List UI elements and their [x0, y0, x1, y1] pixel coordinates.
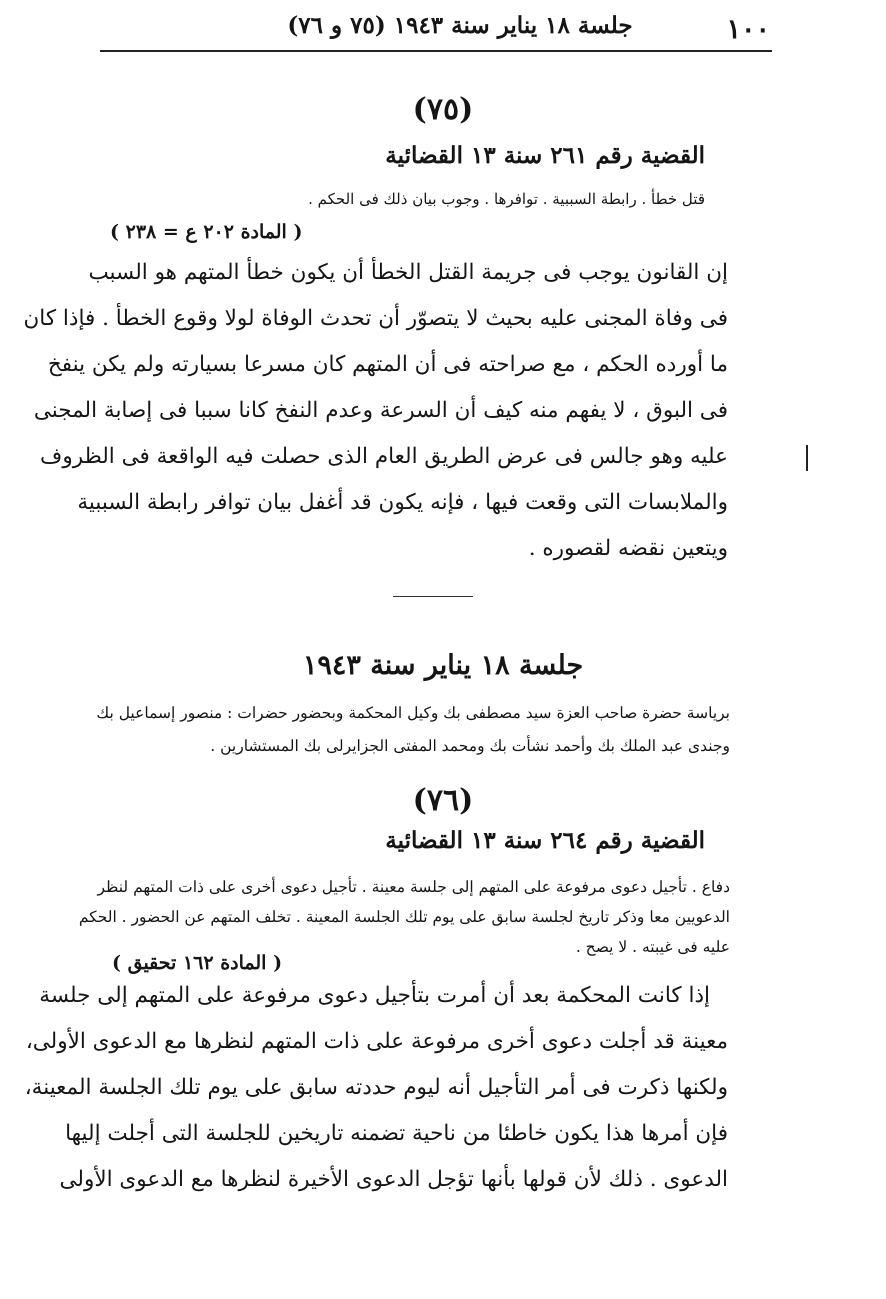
case-summary-line: عليه فى غيبته . لا يصح . — [575, 938, 730, 956]
article-reference-75: ( المادة ٢٠٢ ع = ٢٣٨ ) — [110, 221, 303, 243]
case-number-76: (٧٦) — [412, 783, 474, 818]
body-line: ولكنها ذكرت فى أمر التأجيل أنه ليوم حددته سابق على يوم تلك الجلسة المعينة، — [24, 1075, 728, 1100]
session-line: برياسة حضرة صاحب العزة سيد مصطفى بك وكيل المحكمة وبحضور حضرات : منصور إسماعيل بك — [96, 704, 730, 722]
body-line: إن القانون يوجب فى جريمة القتل الخطأ أن يكون خطأ المتهم هو السبب — [88, 260, 728, 285]
case-number-75: (٧٥) — [412, 92, 474, 127]
body-line: معينة قد أجلت دعوى أخرى مرفوعة على ذات المتهم لنظرها مع الدعوى الأولى، — [25, 1029, 728, 1054]
body-line: ما أورده الحكم ، مع صراحته فى أن المتهم كان مسرعا بسيارته ولم يكن ينفخ — [47, 352, 728, 377]
session-title: جلسة ١٨ يناير سنة ١٩٤٣ — [302, 650, 584, 681]
page-number: ١٠٠ — [726, 14, 770, 45]
body-line: فى البوق ، لا يفهم منه كيف أن السرعة وعدم النفخ كانا سببا فى إصابة المجنى — [33, 398, 728, 423]
section-separator — [393, 596, 473, 597]
body-line: والملابسات التى وقعت فيها ، فإنه يكون قد أغفل بيان توافر رابطة السببية — [77, 490, 728, 515]
running-title: جلسة ١٨ يناير سنة ١٩٤٣ (٧٥ و ٧٦) — [287, 12, 633, 39]
body-line: عليه وهو جالس فى عرض الطريق العام الذى حصلت فيه الواقعة فى الظروف — [40, 444, 728, 469]
header-rule — [100, 50, 772, 52]
case-title-75: القضية رقم ٢٦١ سنة ١٣ القضائية — [385, 142, 705, 169]
body-line: الدعوى . ذلك لأن قولها بأنها تؤجل الدعوى الأخيرة لنظرها مع الدعوى الأولى — [59, 1167, 728, 1192]
case-summary-line: الدعويين معا وذكر تاريخ لجلسة سابق على يوم تلك الجلسة المعينة . تخلف المتهم عن الحضور . الحكم — [78, 908, 730, 926]
margin-mark — [806, 445, 808, 471]
body-line: إذا كانت المحكمة بعد أن أمرت بتأجيل دعوى مرفوعة على المتهم إلى جلسة — [39, 983, 710, 1008]
case-title-76: القضية رقم ٢٦٤ سنة ١٣ القضائية — [385, 827, 705, 854]
case-summary-line: دفاع . تأجيل دعوى مرفوعة على المتهم إلى جلسة معينة . تأجيل دعوى أخرى على ذات المتهم لنظر — [97, 878, 730, 896]
body-line: فى وفاة المجنى عليه بحيث لا يتصوّر أن تحدث الوفاة لولا وقوع الخطأ . فإذا كان — [23, 306, 728, 331]
session-line: وجندى عبد الملك بك وأحمد نشأت بك ومحمد المفتى الجزايرلى بك المستشارين . — [210, 737, 730, 755]
body-line: ويتعين نقضه لقصوره . — [528, 536, 728, 561]
body-line: فإن أمرها هذا يكون خاطئا من ناحية تضمنه تاريخين للجلسة التى أجلت إليها — [65, 1121, 728, 1146]
case-summary-75: قتل خطأ . رابطة السببية . توافرها . وجوب بيان ذلك فى الحكم . — [308, 190, 705, 208]
article-reference-76: ( المادة ١٦٢ تحقيق ) — [112, 952, 283, 974]
